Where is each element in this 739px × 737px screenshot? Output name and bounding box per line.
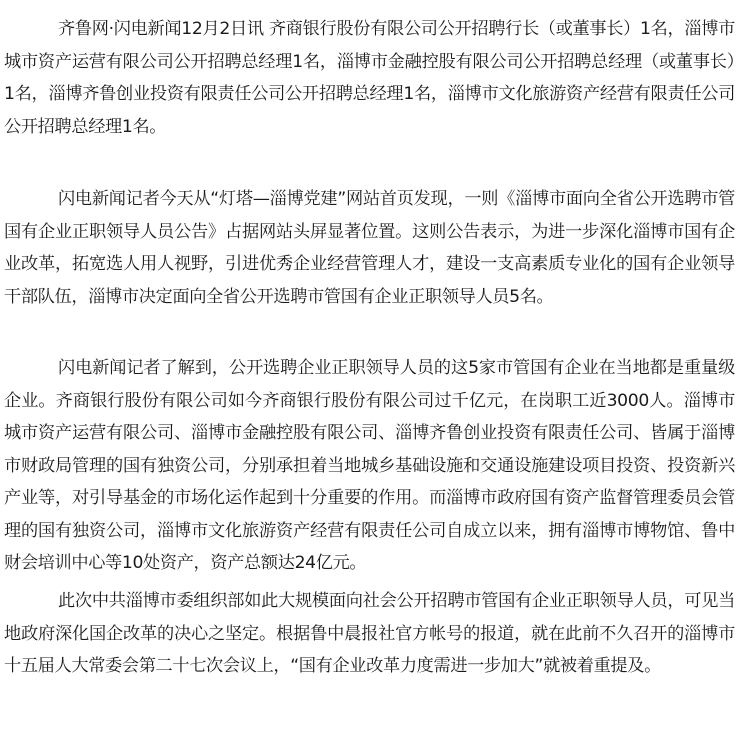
article-paragraph-4: 此次中共淄博市委组织部如此大规模面向社会公开招聘市管国有企业正职领导人员，可见当地政府深化国企改革的决心之坚定。根据鲁中晨报社官方帐号的报道，就在此前不久召开的淄博市十五届人大常委会第二十七次会议上，“国有企业改革力度需进一步加大”就被着重提及。 [4, 591, 735, 676]
article-paragraph-1: 齐鲁网·闪电新闻12月2日讯 齐商银行股份有限公司公开招聘行长（或董事长）1名，淄博市城市资产运营有限公司公开招聘总经理1名，淄博市金融控股有限公司公开招聘总经理（或董事长）1名，淄博齐鲁创业投资有限责任公司公开招聘总经理1名，淄博市文化旅游资产经营有限责任公司公开招聘总经理1名。 [4, 19, 735, 137]
article-paragraph-3: 闪电新闻记者了解到，公开选聘企业正职领导人员的这5家市管国有企业在当地都是重量级企业。齐商银行股份有限公司如今齐商银行股份有限公司过千亿元，在岗职工近3000人。淄博市城市资产运营有限公司、淄博市金融控股有限公司、淄博齐鲁创业投资有限责任公司、皆属于淄博市财政局管理的国有独资公司，分别承担着当地城乡基础设施和交通设施建设项目投资、投资新兴产业等，对引导基金的市场化运作起到十分重要的作用。而淄博市政府国有资产监督管理委员会管理的国有独资公司，淄博市文化旅游资产经营有限责任公司自成立以来，拥有淄博市博物馆、鲁中财会培训中心等10处资产，资产总额达24亿元。 [4, 358, 735, 573]
article-paragraph-2: 闪电新闻记者今天从“灯塔—淄博党建”网站首页发现，一则《淄博市面向全省公开选聘市管国有企业正职领导人员公告》占据网站头屏显著位置。这则公告表示，为进一步深化淄博市国有企业改革，拓宽选人用人视野，引进优秀企业经营管理人才，建设一支高素质专业化的国有企业领导干部队伍，淄博市决定面向全省公开选聘市管国有企业正职领导人员5名。 [4, 189, 735, 307]
